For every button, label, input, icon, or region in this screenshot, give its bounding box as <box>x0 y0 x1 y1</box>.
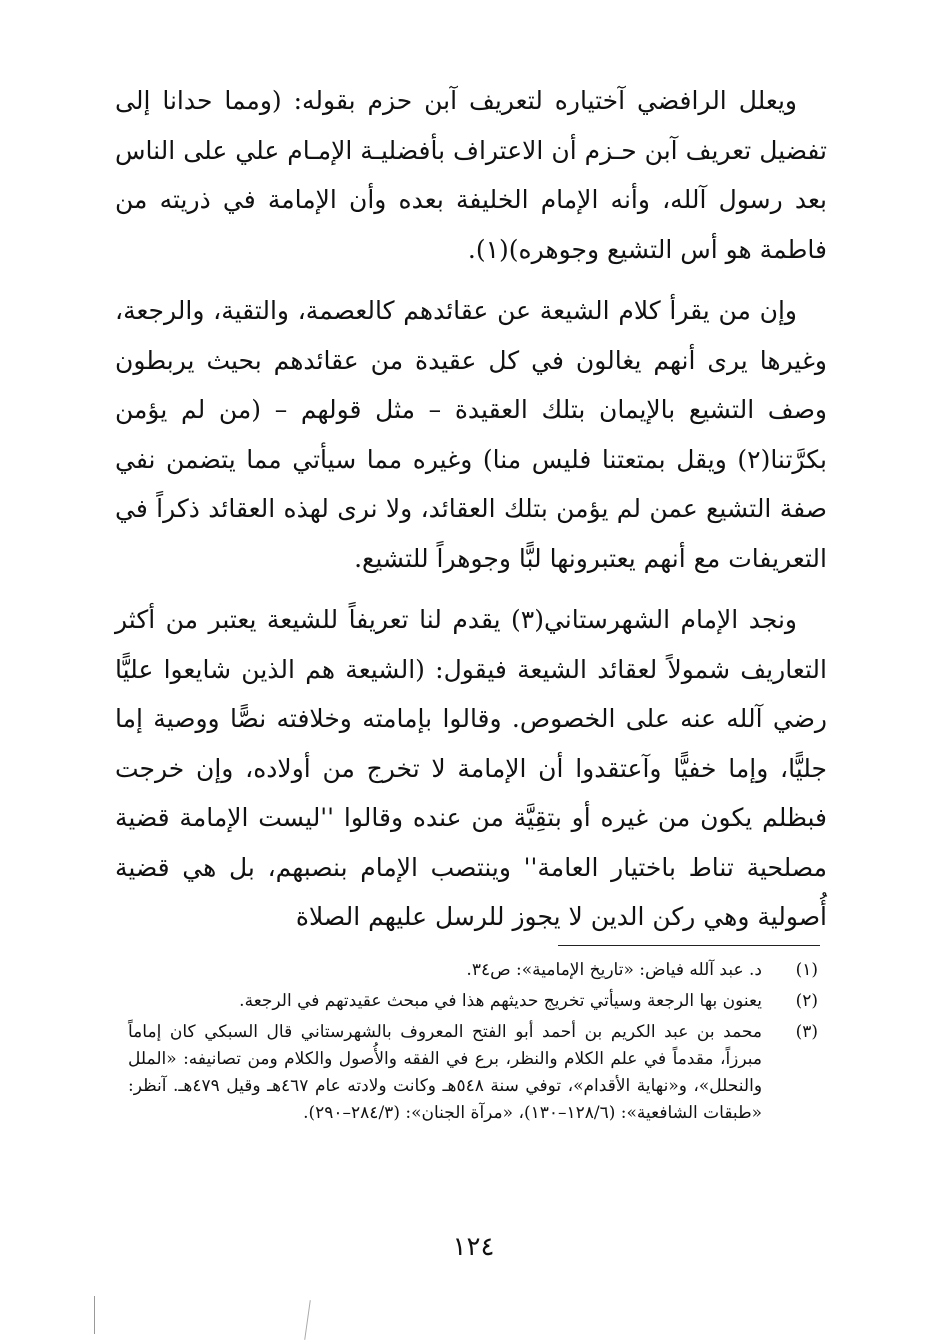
footnote-number: (١) <box>795 960 818 980</box>
footnote-text: محمد بن عبد الكريم بن أحمد أبو الفتح المعروف بالشهرستاني قال السبكي كان إماماً مبرزاً، مقدماً في علم الكلام والنظر، برع في الفقه والأُصول والكلام ومن تصانيفه: «الملل والنحلل»، و«نهاية الأقدام»، توفي سنة ٥٤٨هـ وكانت ولادته عام ٤٦٧هـ وقيل ٤٧٩هـ. آنظر: «طبقات الشافعية»: (١٢٨/٦–١٣٠)، «مرآة الجنان»: (٢٨٤/٣–٢٩٠). <box>128 1022 763 1123</box>
scan-mark <box>304 1300 311 1340</box>
footnote-number: (٣) <box>795 1022 818 1042</box>
footnote-3 <box>128 1019 818 1127</box>
paragraph-2: وإن من يقرأ كلام الشيعة عن عقائدهم كالعصمة، والتقية، والرجعة، وغيرها يرى أنهم يغالون في كل عقيدة من عقائدهم بحيث يربطون وصف التشيع بالإيمان بتلك العقيدة – مثل قولهم – (من لم يؤمن بكرَّتنا(٢) ويقل بمتعتنا فليس منا) وغيره مما سيأتي مما يتضمن نفي صفة التشيع عمن لم يؤمن بتلك العقائد، ولا نرى لهذه العقائد ذكراً في التعريفات مع أنهم يعتبرونها لبًّا وجوهراً للتشيع. <box>115 296 827 573</box>
footnotes <box>128 957 818 1127</box>
footnote-2 <box>128 988 818 1015</box>
footnote-number: (٢) <box>795 991 818 1011</box>
footnote-1 <box>128 957 818 984</box>
page-number: ١٢٤ <box>452 1232 495 1262</box>
scan-mark <box>94 1296 95 1334</box>
footnote-separator <box>558 945 820 946</box>
footnote-text: د. عبد آلله فياض: «تاريخ الإمامية»: ص٣٤. <box>466 960 762 980</box>
main-text <box>115 76 827 942</box>
paragraph-1: ويعلل الرافضي آختياره لتعريف آبن حزم بقوله: (ومما حدانا إلى تفضيل تعريف آبن حـزم أن الاعتراف بأفضليـة الإمـام علي على الناس بعد رسول آلله، وأنه الإمام الخليفة بعده وأن الإمامة في ذريته من فاطمة هو أس التشيع وجوهره)(١). <box>115 86 827 264</box>
footnote-text: يعنون بها الرجعة وسيأتي تخريج حديثهم هذا في مبحث عقيدتهم في الرجعة. <box>239 991 762 1011</box>
paragraph-3: ونجد الإمام الشهرستاني(٣) يقدم لنا تعريفاً للشيعة يعتبر من أكثر التعاريف شمولاً لعقائد الشيعة فيقول: (الشيعة هم الذين شايعوا عليًّا رضي آلله عنه على الخصوص. وقالوا بإمامته وخلافته نصًّا ووصية إما جليًّا، وإما خفيًّا وآعتقدوا أن الإمامة لا تخرج من أولاده، وإن خرجت فبظلم يكون من غيره أو بتقِيَّة من عنده وقالوا ''ليست الإمامة قضية مصلحية تناط باختيار العامة'' وينتصب الإمام بنصبهم، بل هي قضية أُصولية وهي ركن الدين لا يجوز للرسل عليهم الصلاة <box>115 605 827 931</box>
